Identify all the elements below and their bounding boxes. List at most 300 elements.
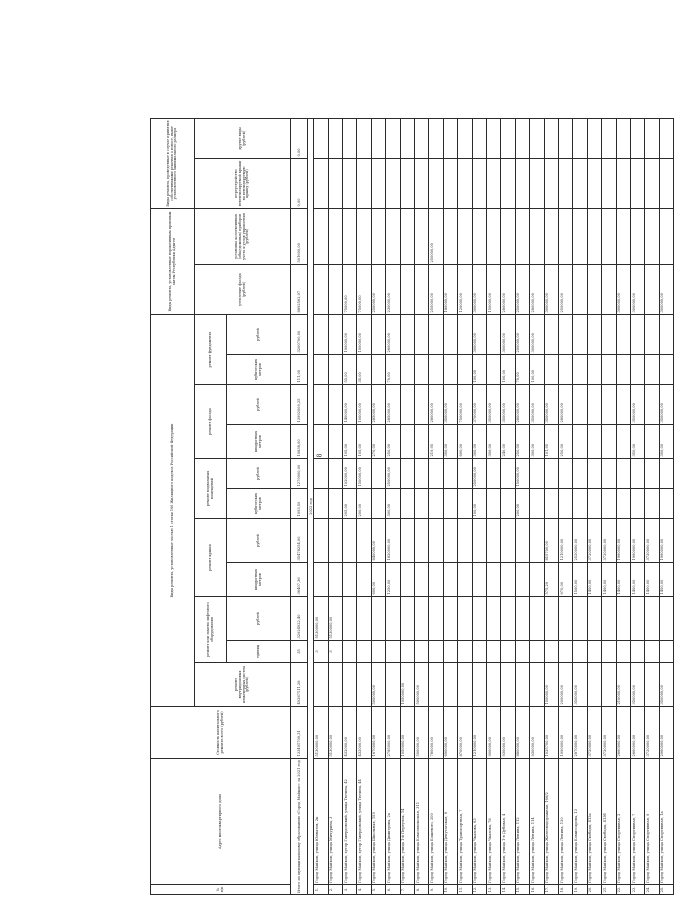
value-cell: 300,00: [386, 489, 400, 519]
totals-value: 3200700,00: [291, 315, 308, 355]
value-cell: [616, 489, 630, 519]
totals-value: 35: [291, 641, 308, 663]
value-cell: [645, 265, 659, 315]
value-cell: 280000,00: [530, 265, 544, 315]
header-address: Адрес многоквартирного дома: [151, 759, 291, 885]
value-cell: [501, 641, 515, 663]
value-cell: 1960000,00: [630, 519, 644, 563]
value-cell: [343, 641, 357, 663]
value-cell: [357, 208, 371, 264]
row-number: 8.: [415, 885, 429, 895]
value-cell: [371, 489, 385, 519]
totals-value: 133491709,31: [291, 707, 308, 759]
value-cell: 1025700,00: [544, 707, 558, 759]
value-cell: 100,00: [501, 355, 515, 385]
table-row: [371, 24, 385, 894]
value-cell: [443, 459, 457, 489]
value-cell: [443, 355, 457, 385]
value-cell: [328, 425, 342, 459]
header-foundation: ремонт фундамента: [195, 315, 227, 385]
value-cell: 2870000,00: [573, 707, 587, 759]
value-cell: [314, 158, 328, 208]
value-cell: [386, 641, 400, 663]
value-cell: [487, 519, 501, 563]
value-cell: [429, 355, 443, 385]
table-row: [343, 24, 357, 894]
value-cell: [458, 208, 472, 264]
value-cell: [501, 158, 515, 208]
value-cell: [530, 663, 544, 707]
value-cell: [415, 459, 429, 489]
value-cell: [443, 563, 457, 597]
address-cell: Город Майкоп, улица Ленина, 114: [530, 759, 544, 885]
value-cell: 930000,00: [501, 707, 515, 759]
value-cell: [645, 459, 659, 489]
value-cell: 350000,00: [443, 385, 457, 425]
value-cell: [343, 663, 357, 707]
header-engineering: ремонт внутридомовых инженерных систем (рублей): [195, 663, 291, 707]
value-cell: [487, 315, 501, 355]
totals-value: 0,00: [291, 118, 308, 158]
value-cell: [630, 208, 644, 264]
value-cell: [415, 118, 429, 158]
header-rubles: рублей: [227, 597, 291, 641]
value-cell: [544, 355, 558, 385]
header-facade: ремонт фасада: [195, 385, 227, 459]
table-row: [645, 24, 659, 894]
value-cell: [328, 663, 342, 707]
value-cell: 2785000,00: [386, 707, 400, 759]
value-cell: [645, 315, 659, 355]
value-cell: [371, 158, 385, 208]
value-cell: [371, 355, 385, 385]
value-cell: 500000,00: [371, 663, 385, 707]
value-cell: [458, 315, 472, 355]
value-cell: [400, 459, 414, 489]
value-cell: 5130000,00: [314, 707, 328, 759]
table-row: [472, 24, 486, 894]
address-cell: Город Майкоп, улица Школьная, 159: [371, 759, 385, 885]
value-cell: [544, 459, 558, 489]
value-cell: 815700,00: [544, 519, 558, 563]
value-cell: 575,29: [544, 563, 558, 597]
value-cell: 100,00: [472, 355, 486, 385]
value-cell: [659, 489, 673, 519]
value-cell: [314, 489, 328, 519]
value-cell: [314, 459, 328, 489]
table-row: [429, 24, 443, 894]
value-cell: [314, 385, 328, 425]
value-cell: [458, 563, 472, 597]
address-cell: Город Майкоп, улица Спортивная, 9: [645, 759, 659, 885]
value-cell: 2520000,00: [573, 519, 587, 563]
header-sqm: квадратных метров: [227, 563, 291, 597]
value-cell: [530, 641, 544, 663]
value-cell: 1960000,00: [659, 519, 673, 563]
value-cell: [558, 459, 572, 489]
value-cell: [630, 355, 644, 385]
value-cell: [659, 158, 673, 208]
value-cell: [573, 118, 587, 158]
totals-value: 8892562,07: [291, 265, 308, 315]
value-cell: [515, 663, 529, 707]
value-cell: 432000,00: [343, 707, 357, 759]
value-cell: 250000,00: [386, 459, 400, 489]
value-cell: [328, 355, 342, 385]
row-number: 3.: [343, 885, 357, 895]
value-cell: 150000,00: [357, 459, 371, 489]
value-cell: [616, 315, 630, 355]
header-no: № п/п: [151, 885, 291, 895]
value-cell: 350,00: [630, 425, 644, 459]
value-cell: 1210000,00: [558, 519, 572, 563]
value-cell: [573, 641, 587, 663]
value-cell: [515, 208, 529, 264]
header-roof: ремонт крыши: [195, 519, 227, 597]
value-cell: 200000,00: [515, 315, 529, 355]
value-cell: [645, 425, 659, 459]
value-cell: [415, 563, 429, 597]
value-cell: [616, 158, 630, 208]
value-cell: 2660000,00: [616, 707, 630, 759]
address-cell: Город Майкоп, улица Мичурина, 3: [328, 759, 342, 885]
address-cell: Город Майкоп, улица Железнодорожная, 166/2: [544, 759, 558, 885]
value-cell: [558, 118, 572, 158]
value-cell: [645, 489, 659, 519]
totals-value: 0,00: [291, 158, 308, 208]
row-number: 13.: [487, 885, 501, 895]
header-meters: установка коллективных (общедомовых) приборов учета и узлов управления (рублей): [195, 208, 291, 264]
value-cell: [487, 663, 501, 707]
value-cell: [573, 355, 587, 385]
value-cell: 250000,00: [515, 265, 529, 315]
value-cell: 1500,00: [573, 563, 587, 597]
value-cell: [371, 315, 385, 355]
value-cell: 205,00: [343, 489, 357, 519]
value-cell: 300000,00: [472, 315, 486, 355]
value-cell: [645, 641, 659, 663]
value-cell: 930000,00: [530, 707, 544, 759]
value-cell: 250000,00: [429, 208, 443, 264]
value-cell: [458, 663, 472, 707]
value-cell: [573, 208, 587, 264]
address-cell: Город Майкоп, улица Димитрова, 2а: [386, 759, 400, 885]
totals-value: 36407,36: [291, 563, 308, 597]
value-cell: [429, 315, 443, 355]
value-cell: [472, 208, 486, 264]
value-cell: 690000,00: [443, 707, 457, 759]
value-cell: 900000,00: [487, 707, 501, 759]
value-cell: 150000,00: [487, 265, 501, 315]
repair-plan-table: [150, 24, 674, 895]
row-number: 16.: [530, 885, 544, 895]
header-basement: ремонт подвальных помещений: [195, 459, 227, 519]
value-cell: 219,95: [429, 425, 443, 459]
address-cell: Город Майкоп, улица Комсомольская, 311: [415, 759, 429, 885]
value-cell: [544, 208, 558, 264]
value-cell: 1400,00: [659, 563, 673, 597]
value-cell: 2660000,00: [630, 707, 644, 759]
value-cell: [371, 208, 385, 264]
value-cell: [573, 315, 587, 355]
value-cell: [602, 597, 616, 641]
value-cell: 300,00: [443, 425, 457, 459]
value-cell: [386, 208, 400, 264]
value-cell: [487, 355, 501, 385]
value-cell: [602, 663, 616, 707]
row-number: 4.: [357, 885, 371, 895]
table-row: [458, 24, 472, 894]
value-cell: 3: [328, 641, 342, 663]
row-number: 17.: [544, 885, 558, 895]
value-cell: [443, 519, 457, 563]
value-cell: [357, 519, 371, 563]
value-cell: [530, 563, 544, 597]
value-cell: [472, 563, 486, 597]
value-cell: 1400,00: [645, 563, 659, 597]
totals-value: 10838,00: [291, 425, 308, 459]
value-cell: [530, 118, 544, 158]
value-cell: [429, 641, 443, 663]
value-cell: [429, 597, 443, 641]
value-cell: 250,00: [515, 425, 529, 459]
value-cell: [458, 597, 472, 641]
value-cell: 1050000,00: [400, 663, 414, 707]
value-cell: [429, 459, 443, 489]
totals-value: 32924922,40: [291, 597, 308, 641]
value-cell: 750000,00: [458, 385, 472, 425]
value-cell: [587, 425, 601, 459]
header-units: единиц: [227, 641, 291, 663]
value-cell: 300000,00: [616, 265, 630, 315]
value-cell: 75000,00: [343, 265, 357, 315]
value-cell: [443, 208, 457, 264]
table-row: [515, 24, 529, 894]
value-cell: 3720000,00: [602, 519, 616, 563]
value-cell: [328, 118, 342, 158]
value-cell: [530, 489, 544, 519]
value-cell: [630, 315, 644, 355]
value-cell: 280000,00: [515, 385, 529, 425]
value-cell: [630, 158, 644, 208]
row-number: 9.: [429, 885, 443, 895]
value-cell: 250000,00: [558, 265, 572, 315]
value-cell: 500000,00: [415, 707, 429, 759]
value-cell: [458, 459, 472, 489]
value-cell: [587, 641, 601, 663]
year-label: 2022 год: [308, 118, 314, 894]
value-cell: 350000,00: [659, 385, 673, 425]
table-row: [357, 24, 371, 894]
value-cell: [400, 158, 414, 208]
value-cell: 300000,00: [530, 315, 544, 355]
value-cell: 200,00: [515, 489, 529, 519]
value-cell: [602, 158, 616, 208]
value-cell: [630, 459, 644, 489]
value-cell: [328, 315, 342, 355]
value-cell: 300,00: [530, 425, 544, 459]
value-cell: 350000,00: [659, 663, 673, 707]
value-cell: [602, 355, 616, 385]
value-cell: [501, 663, 515, 707]
value-cell: 100000,00: [357, 385, 371, 425]
value-cell: [314, 118, 328, 158]
value-cell: [530, 519, 544, 563]
value-cell: [487, 158, 501, 208]
value-cell: [371, 459, 385, 489]
value-cell: [487, 641, 501, 663]
value-cell: [472, 158, 486, 208]
value-cell: [501, 459, 515, 489]
row-number: 6.: [386, 885, 400, 895]
value-cell: [400, 597, 414, 641]
value-cell: [645, 118, 659, 158]
totals-row: [291, 24, 308, 894]
value-cell: [400, 208, 414, 264]
value-cell: [558, 355, 572, 385]
value-cell: [587, 208, 601, 264]
address-cell: Город Майкоп, улица Спортивная, 7: [630, 759, 644, 885]
value-cell: [400, 425, 414, 459]
row-number: 23.: [630, 885, 644, 895]
value-cell: [415, 425, 429, 459]
value-cell: [487, 563, 501, 597]
value-cell: [343, 597, 357, 641]
value-cell: 180000,00: [443, 265, 457, 315]
value-cell: [602, 385, 616, 425]
value-cell: [630, 641, 644, 663]
row-number: 2.: [328, 885, 342, 895]
value-cell: [616, 355, 630, 385]
value-cell: [602, 118, 616, 158]
value-cell: [314, 265, 328, 315]
table-row: [501, 24, 515, 894]
value-cell: 432000,00: [357, 707, 371, 759]
header-sqm: квадратных метров: [227, 425, 291, 459]
value-cell: 3: [314, 641, 328, 663]
page-number: 8: [316, 453, 324, 458]
row-number: 22.: [616, 885, 630, 895]
value-cell: 500000,00: [415, 663, 429, 707]
value-cell: [357, 158, 371, 208]
value-cell: [343, 208, 357, 264]
value-cell: [645, 663, 659, 707]
value-cell: 300000,00: [659, 265, 673, 315]
value-cell: [659, 459, 673, 489]
row-number: 18.: [558, 885, 572, 895]
value-cell: [415, 265, 429, 315]
value-cell: [314, 355, 328, 385]
value-cell: 370000,00: [472, 385, 486, 425]
value-cell: [357, 563, 371, 597]
value-cell: [530, 597, 544, 641]
value-cell: 100000,00: [357, 315, 371, 355]
value-cell: 350000,00: [573, 663, 587, 707]
value-cell: [386, 118, 400, 158]
value-cell: [328, 208, 342, 264]
value-cell: [616, 459, 630, 489]
address-cell: Город Майкоп, улица 1-й Переулок, 14: [400, 759, 414, 885]
value-cell: [458, 489, 472, 519]
row-number: 25.: [659, 885, 673, 895]
value-cell: [458, 158, 472, 208]
value-cell: [443, 641, 457, 663]
table-row: [659, 24, 673, 894]
value-cell: [616, 118, 630, 158]
address-cell: Город Майкоп, улица Депутатская, 6: [443, 759, 457, 885]
value-cell: [501, 563, 515, 597]
value-cell: [314, 519, 328, 563]
value-cell: [400, 385, 414, 425]
table-row: [328, 24, 342, 894]
value-cell: 5130000,00: [314, 597, 328, 641]
value-cell: [415, 158, 429, 208]
value-cell: [328, 385, 342, 425]
value-cell: [645, 208, 659, 264]
row-number: 1.: [314, 885, 328, 895]
table-row: [587, 24, 601, 894]
table-row: [558, 24, 572, 894]
value-cell: 150000,00: [515, 459, 529, 489]
table-row: [415, 24, 429, 894]
row-number: 5.: [371, 885, 385, 895]
value-cell: [472, 663, 486, 707]
value-cell: 1050000,00: [400, 707, 414, 759]
row-number: 7.: [400, 885, 414, 895]
header-rubles: рублей: [227, 315, 291, 355]
value-cell: 350000,00: [487, 385, 501, 425]
table-row: [314, 24, 328, 894]
row-number: 14.: [501, 885, 515, 895]
value-cell: 1210000,00: [472, 707, 486, 759]
value-cell: [328, 158, 342, 208]
row-number: 12.: [472, 885, 486, 895]
value-cell: 250000,00: [472, 459, 486, 489]
value-cell: 1400,00: [630, 563, 644, 597]
address-cell: Город Майкоп, хутор Гавердовский, улица Тютина, 42: [343, 759, 357, 885]
header-cubic: кубических метров: [227, 489, 291, 519]
value-cell: 600,00: [458, 425, 472, 459]
value-cell: [443, 663, 457, 707]
value-cell: 280000,00: [501, 265, 515, 315]
value-cell: [429, 519, 443, 563]
row-number: 15.: [515, 885, 529, 895]
value-cell: [530, 459, 544, 489]
value-cell: 300,00: [487, 425, 501, 459]
value-cell: [544, 158, 558, 208]
value-cell: [630, 118, 644, 158]
value-cell: [558, 641, 572, 663]
value-cell: [400, 563, 414, 597]
value-cell: [415, 385, 429, 425]
row-number: 20.: [587, 885, 601, 895]
value-cell: 1400,00: [587, 563, 601, 597]
value-cell: 840000,00: [371, 519, 385, 563]
value-cell: [573, 385, 587, 425]
value-cell: 3720000,00: [602, 707, 616, 759]
value-cell: 285000,00: [386, 385, 400, 425]
value-cell: [602, 459, 616, 489]
value-cell: 350000,00: [501, 385, 515, 425]
row-number: 11.: [458, 885, 472, 895]
value-cell: 100,00: [530, 355, 544, 385]
value-cell: 350000,00: [544, 385, 558, 425]
value-cell: [443, 489, 457, 519]
value-cell: [659, 355, 673, 385]
value-cell: [443, 597, 457, 641]
value-cell: [314, 663, 328, 707]
value-cell: [558, 489, 572, 519]
